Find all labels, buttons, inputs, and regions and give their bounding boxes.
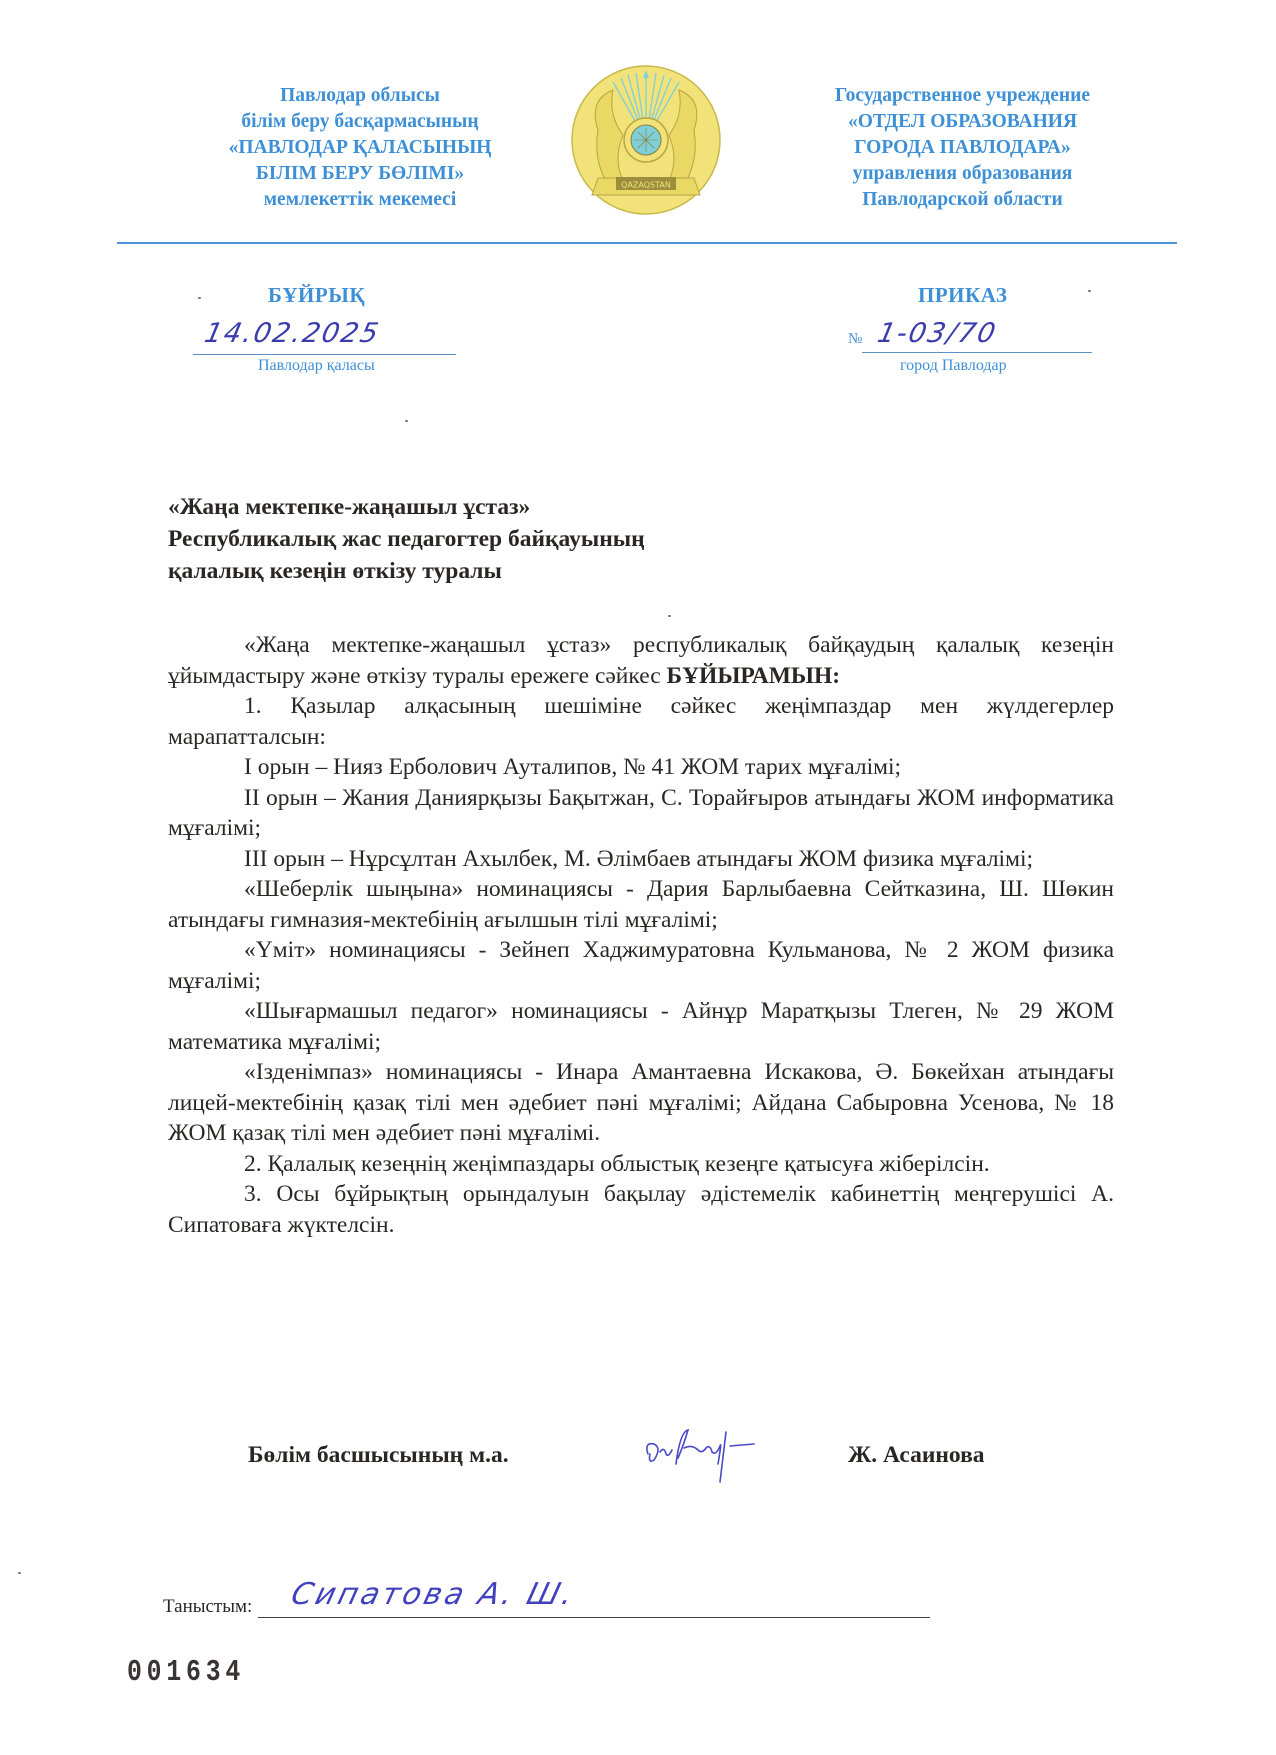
item-3: 3. Осы бұйрықтың орындалуын бақылау әдістемелік кабинеттің меңгерушісі А. Сипатоваға жүктелсін. [168, 1181, 1114, 1238]
header-divider [117, 242, 1177, 244]
header-kz-line: Павлодар облысы [280, 85, 440, 106]
handwritten-signature [640, 1424, 790, 1484]
subject-line: қалалық кезеңін өткізу туралы [168, 558, 502, 584]
subject-line: Республикалық жас педагогтер байқауының [168, 526, 645, 552]
scan-speck [198, 297, 201, 299]
subject-line: «Жаңа мектепке-жаңашыл ұстаз» [168, 494, 531, 520]
number-sign: № [848, 331, 863, 347]
header-ru-line: управления образования [852, 163, 1073, 184]
header-ru-line: ГОРОДА ПАВЛОДАРА» [854, 137, 1071, 158]
order-date: 14.02.2025 [201, 318, 383, 349]
award-item: II орын – Жания Даниярқызы Бақытжан, С. Торайғыров атындағы ЖОМ информатика мұғалімі; [168, 784, 1114, 841]
header-kz-line: БІЛІМ БЕРУ БӨЛІМІ» [255, 163, 465, 184]
header-ru-line: «ОТДЕЛ ОБРАЗОВАНИЯ [847, 111, 1078, 132]
form-serial-number: 001634 [127, 1655, 246, 1690]
header-kz-line: мемлекеттік мекемесі [263, 189, 457, 210]
header-ru-line: Павлодарской области [862, 189, 1063, 210]
signatory-name: Ж. Асаинова [848, 1442, 985, 1468]
scan-speck [405, 420, 408, 422]
order-subject [168, 491, 645, 587]
scan-speck [18, 1572, 21, 1574]
award-item: «Шеберлік шыңына» номинациясы - Дария Барлыбаевна Сейтказина, Ш. Шөкин атындағы гимназия-мектебінің ағылшын тілі мұғалімі; [168, 876, 1114, 933]
acknowledged-label: Таныстым: [163, 1596, 253, 1617]
header-kz-line: «ПАВЛОДАР ҚАЛАСЫНЫҢ [228, 137, 492, 158]
award-item: I орын – Нияз Ерболович Ауталипов, № 41 ЖОМ тарих мұғалімі; [244, 754, 902, 780]
city-kz: Павлодар қаласы [258, 357, 375, 374]
award-item: «Шығармашыл педагог» номинациясы - Айнұр Маратқызы Тлеген, № 29 ЖОМ математика мұғалімі; [168, 998, 1114, 1055]
intro-paragraph [168, 630, 1114, 691]
header-ru [790, 83, 1135, 213]
emblem-text: QAZAQSTAN [621, 180, 671, 190]
signatory-role: Бөлім басшысының м.а. [248, 1442, 509, 1468]
city-ru: город Павлодар [900, 357, 1007, 374]
award-item: «Ізденімпаз» номинациясы - Инара Амантаевна Искакова, Ә. Бөкейхан атындағы лицей-мектебінің қазақ тілі мен әдебиет пәні мұғалімі; Айдана Сабыровна Усенова, № 18 ЖОМ қазақ тілі мен әдебиет пәні мұғалімі. [168, 1059, 1114, 1146]
order-title-ru: ПРИКАЗ [918, 283, 1008, 307]
header-ru-line: Государственное учреждение [834, 85, 1091, 106]
acknowledged-underline [258, 1617, 930, 1618]
item-2: 2. Қалалық кезеңнің жеңімпаздары облыстық кезеңге қатысуға жіберілсін. [244, 1150, 990, 1177]
order-title-kz: БҰЙРЫҚ [268, 283, 366, 307]
order-number: 1-03/70 [874, 318, 1001, 349]
date-underline [193, 354, 456, 355]
intro-text: «Жаңа мектепке-жаңашыл ұстаз» республикалық байқаудың қалалық кезеңін ұйымдастыру және өткізу туралы ережеге сәйкес [168, 632, 1114, 689]
state-emblem-icon [568, 60, 724, 220]
award-item: III орын – Нұрсұлтан Ахылбек, М. Әлімбаев атындағы ЖОМ физика мұғалімі; [244, 845, 1034, 872]
acknowledged-handwriting: Сипатова А. Ш. [287, 1577, 580, 1612]
number-underline [862, 352, 1092, 353]
order-body [168, 630, 1114, 1240]
header-kz [160, 83, 560, 213]
header-kz-line: білім беру басқармасының [241, 111, 479, 132]
command-word: БҰЙЫРАМЫН: [666, 662, 841, 689]
award-item: «Үміт» номинациясы - Зейнеп Хаджимуратовна Кульманова, № 2 ЖОМ физика мұғалімі; [168, 937, 1114, 994]
scan-speck [1088, 290, 1091, 292]
scan-speck [668, 615, 671, 617]
item-1: 1. Қазылар алқасының шешіміне сәйкес жеңімпаздар мен жүлдегерлер марапатталсын: [168, 693, 1114, 750]
